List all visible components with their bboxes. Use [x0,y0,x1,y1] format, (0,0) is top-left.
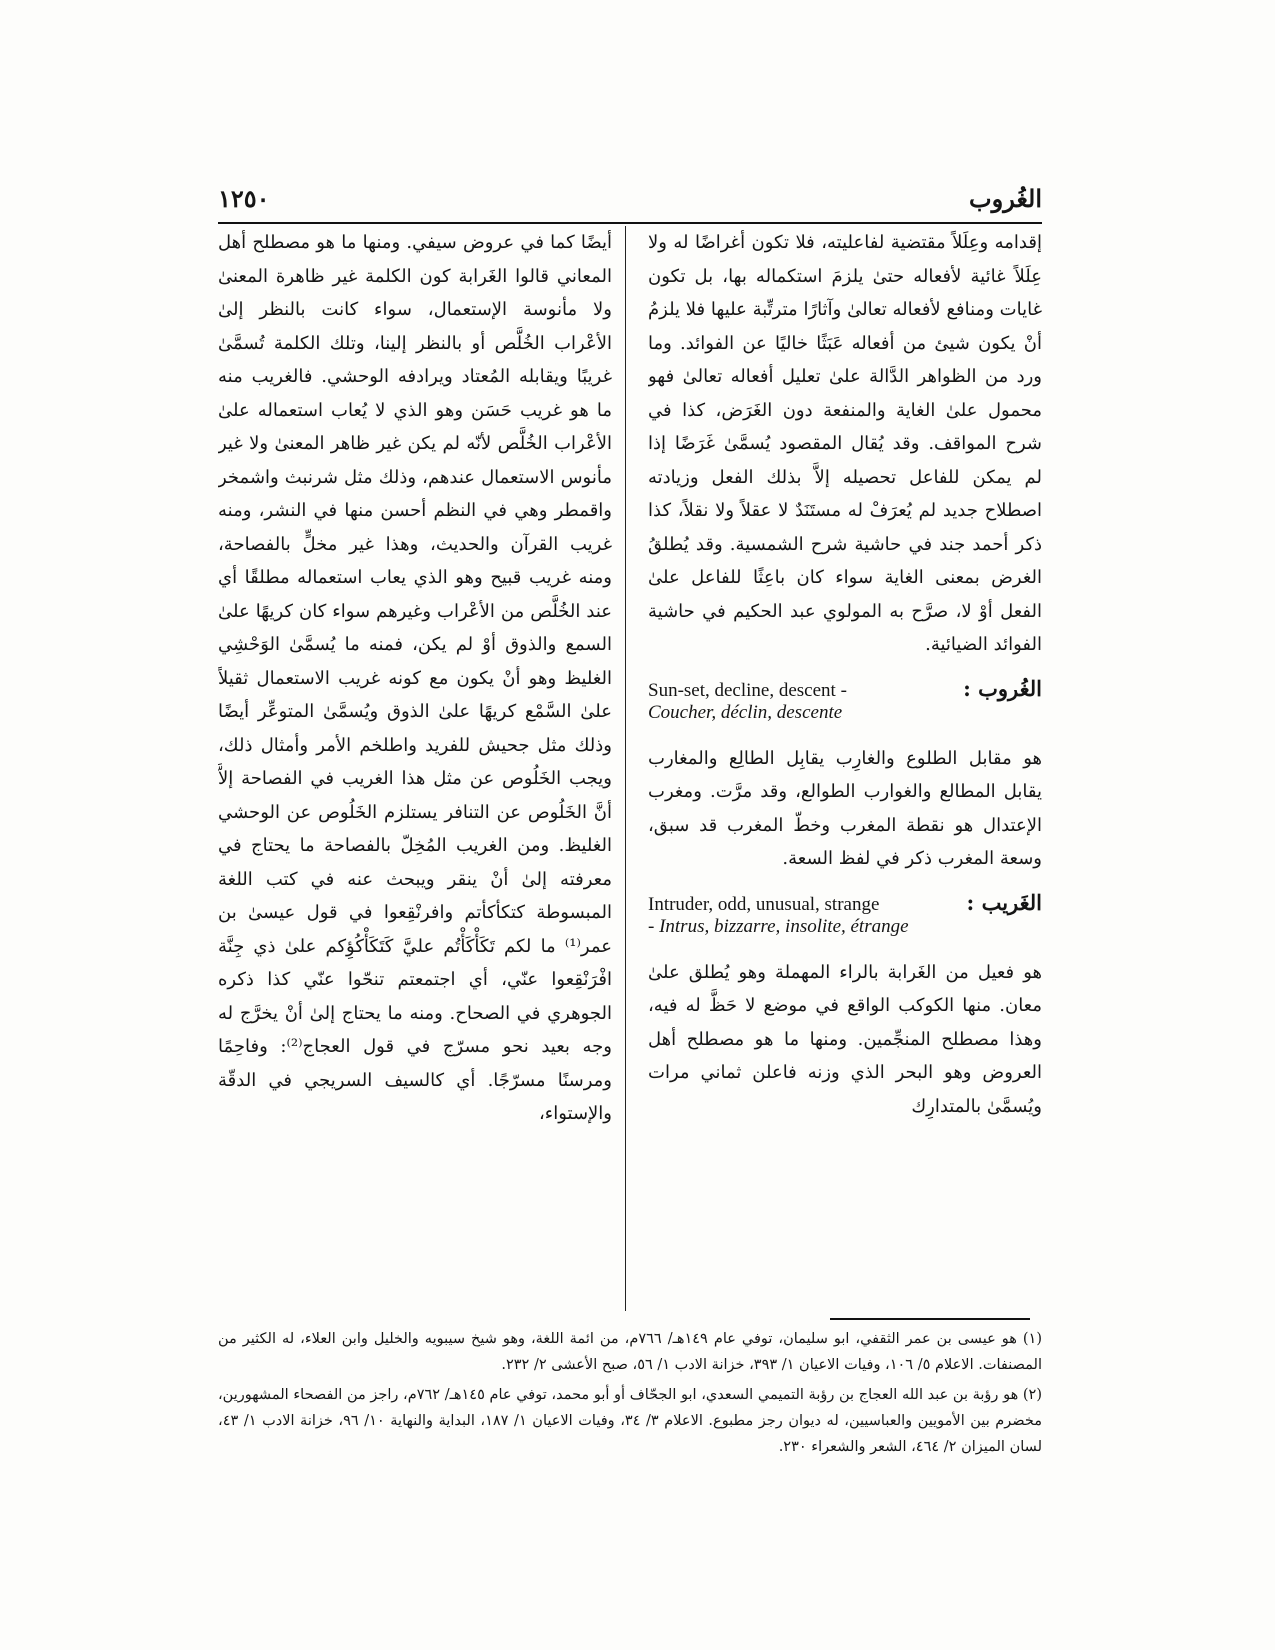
footnote-1: (١) هو عيسى بن عمر الثقفي، ابو سليمان، توفي عام ١٤٩هـ/ ٧٦٦م، من ائمة اللغة، وهو شيخ سيبويه والخليل وابن العلاء، له الكثير من المصنفات. الاعلام ٥/ ١٠٦، وفيات الاعيان ١/ ٣٩٣، خزانة الادب ١/ ٥٦، صبح الأعشى ٢/ ٢٣٢. [218,1331,1043,1373]
footnote-rule [830,1318,1030,1320]
right-column [648,226,1042,1311]
english-gloss-gharib: Intruder, odd, unusual, strange [648,893,880,915]
left-column [218,226,612,1311]
entry-ghurub-text: هو مقابل الطلوع والغارِب يقابِل الطالِع والمغارب يقابل المطالع والغوارب الطوالع، وقد مرَّت. ومغرب الإعتدال هو نقطة المغرب وخطّ المغرب قد سبق، وسعة المغرب ذكر في لفظ السعة. [648,747,1042,869]
entry-gharib [648,890,1042,938]
page-number: ١٢٥٠ [218,183,270,213]
entry-gharib-headline [648,890,1042,916]
french-gloss-ghurub: Coucher, déclin, descente [648,701,843,723]
footnotes [218,1326,1042,1464]
intro-paragraph: إقدامه وعِلَلاً مقتضية لفاعليته، فلا تكون أغراضًا له ولا عِلَلاً غائية لأفعاله حتىٰ يلزمَ استكماله بها، بل تكون غايات ومنافع لأفعاله تعالىٰ وآثارًا مترتِّبة عليها فلا يلزمُ أنْ يكون شيئ من أفعاله عَبَثًا خاليًا عن الفوائد. وما ورد من الظواهر الدَّالة علىٰ تعليل أفعاله تعالىٰ فهو محمول علىٰ الغاية والمنفعة دون الغَرَض، كذا في شرح المواقف. وقد يُقال المقصود يُسمَّىٰ غَرَضًا إذا لم يمكن للفاعل تحصيله إلاَّ بذلك الفعل وزيادته اصطلاح جديد لم يُعرَفْ له مستَنَدٌ لا عقلاً ولا نقلاً، كذا ذكر أحمد جند في حاشية شرح الشمسية. وقد يُطلقُ الغرض بمعنى الغاية سواء كان باعِثًا للفاعل علىٰ الفعل أوْ لا، صرَّح به المولوي عبد الحكيم في حاشية الفوائد الضيائية. [648,232,1042,655]
column-divider [625,226,626,1311]
french-gloss-gharib: - Intrus, bizzarre, insolite, étrange [648,915,909,937]
page-header [218,180,1042,224]
running-head: الغُروب [969,183,1042,213]
entry-gharib-text: هو فعيل من الغَرابة بالراء المهملة وهو يُطلق علىٰ معان. منها الكوكب الواقع في موضع لا حَظَّ له فيه، وهذا مصطلح المنجِّمين. ومنها ما هو مصطلح أهل العروض وهو البحر الذي وزنه فاعلن ثماني مرات ويُسمَّىٰ بالمتدارِك [648,961,1042,1117]
left-column-text: أيضًا كما في عروض سيفي. ومنها ما هو مصطلح أهل المعاني قالوا الغَرابة كون الكلمة غير ظاهرة المعنىٰ ولا مأنوسة الإستعمال، سواء كانت بالنظر إلىٰ الأعْراب الخُلَّص أو بالنظر إلينا، وتلك الكلمة تُسمَّىٰ غريبًا ويقابله المُعتاد ويرادفه الوحشي. فالغريب منه ما هو غريب حَسَن وهو الذي لا يُعاب استعماله علىٰ الأعْراب الخُلَّص لأنّه لم يكن غير ظاهر المعنىٰ ولا غير مأنوس الاستعمال عندهم، وذلك مثل شرنبث واشمخر واقمطر وهي في النظم أحسن منها في النشر، ومنه غريب القرآن والحديث، وهذا غير مخلٍّ بالفصاحة، ومنه غريب قبيح وهو الذي يعاب استعماله مطلقًا أي عند الخُلَّص من الأعْراب وغيرهم سواء كان كريهًا علىٰ السمع والذوق أوْ لم يكن، فمنه ما يُسمَّىٰ الوَحْشِي الغليظ وهو أنْ يكون مع كونه غريب الاستعمال ثقيلاً علىٰ السَّمْع كريهًا علىٰ الذوق ويُسمَّىٰ المتوعِّر أيضًا وذلك مثل جحيش للفريد واطلخم الأمر وأمثال ذلك، ويجب الخَلُوص عن مثل هذا الغريب في الفصاحة إلاَّ أنَّ الخَلُوص عن التنافر يستلزم الخَلُوص عن الوحشي الغليظ. ومن الغريب المُخِلّ بالفصاحة ما يحتاج في معرفته إلىٰ أنْ ينقر ويبحث عنه في كتب اللغة المبسوطة كتكأكأتم وافرنْقِعوا في قول عيسىٰ بن عمر⁽¹⁾ ما لكم تَكَأْكَأْتُم عليَّ كَتَكَأْكُؤِكم علىٰ ذي جِنَّة افْرَنْقِعوا عنّي، أي اجتمعتم تنحّوا عنّي كذا ذكره الجوهري في الصحاح. ومنه ما يحتاج إلىٰ أنْ يخرَّج له وجه بعيد نحو مسرّج في قول العجاج⁽²⁾: وفاحِمًا ومرسنًا مسرّجًا. أي كالسيف السريجي في الدقّة والإستواء، [218,232,612,1124]
entry-ghurub-headline [648,676,1042,702]
entry-ghurub [648,676,1042,724]
footnote-2: (٢) هو رؤبة بن عبد الله العجاج بن رؤبة التميمي السعدي، ابو الجحّاف أو أبو محمد، توفي عام ١٤٥هـ/ ٧٦٢م، راجز من الفصحاء المشهورين، مخضرم بين الأمويين والعباسيين، له ديوان رجز مطبوع. الاعلام ٣/ ٣٤، وفيات الاعيان ١/ ١٨٧، البداية والنهاية ١٠/ ٩٦، خزانة الادب ١/ ٤٣، لسان الميزان ٢/ ٤٦٤، الشعر والشعراء ٢٣٠. [218,1387,1042,1455]
headword-gharib: الغَريب : [966,889,1042,915]
headword-ghurub: الغُروب : [963,675,1042,701]
english-gloss-ghurub: Sun-set, decline, descent - [648,679,847,701]
